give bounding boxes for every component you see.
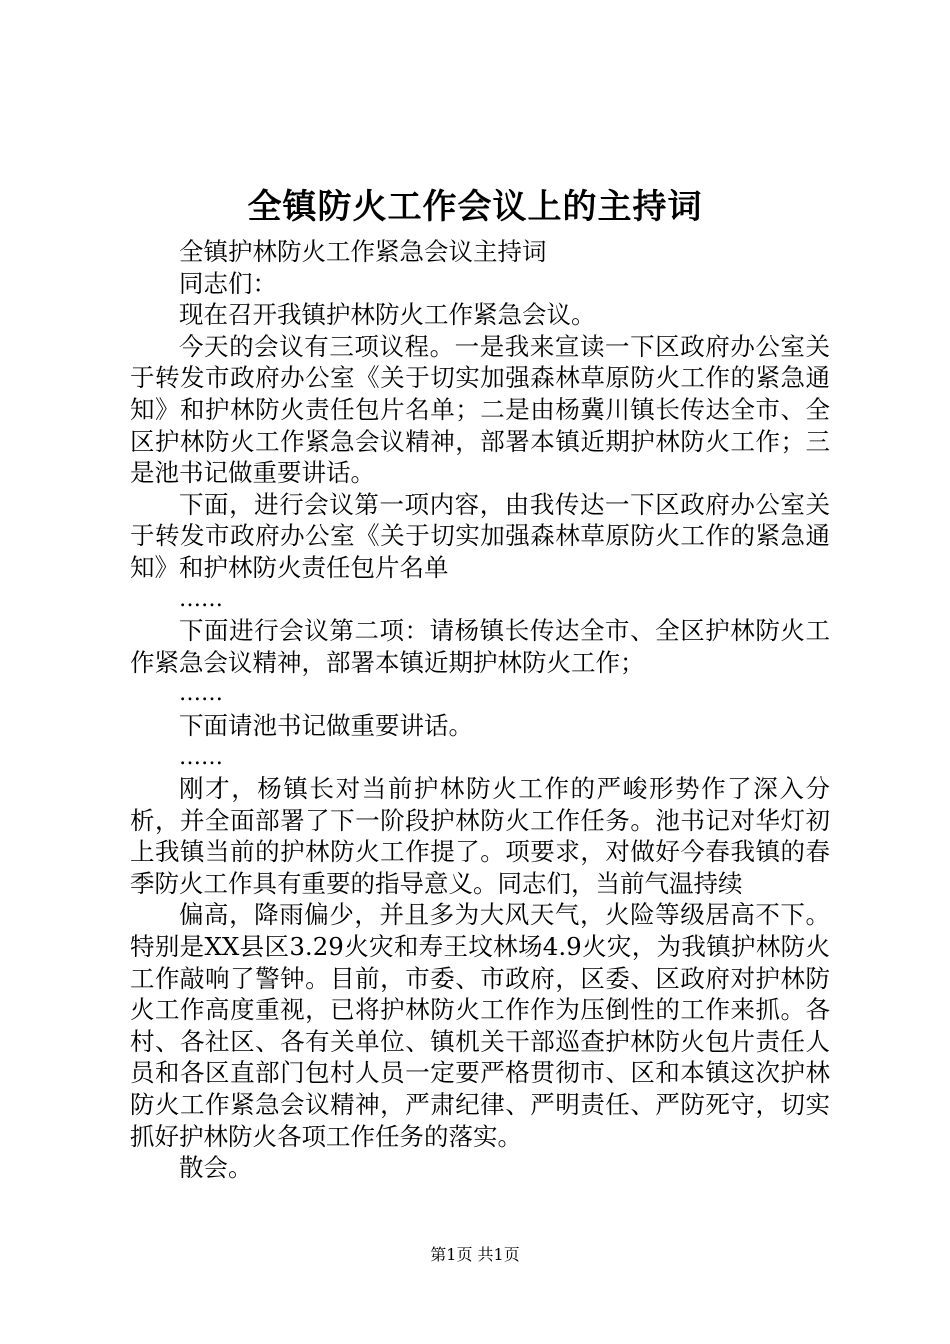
page-number-footer: 第1页 共1页 xyxy=(430,1245,520,1264)
paragraph-ellipsis: …… xyxy=(179,681,223,707)
paragraph-greeting: 同志们： xyxy=(179,268,277,298)
paragraph-ellipsis: …… xyxy=(179,586,223,612)
paragraph-situation: 偏高，降雨偏少，并且多为大风天气，火险等级居高不下。特别是XX县区3.29火灾和寿王坟林场4.9火灾，为我镇护林防火工作敲响了警钟。目前，市委、市政府，区委、区政府对护林防火工作高度重视，已将护林防火工作作为压倒性的工作来抓。各村、各社区、各有关单位、镇机关干部巡查护林防火包片责任人员和各区直部门包村人员一定要严格贯彻市、区和本镇这次护林防火工作紧急会议精神，严肃纪律、严明责任、严防死守，切实抓好护林防火各项工作任务的落实。 xyxy=(130,900,830,1151)
paragraph-ellipsis: …… xyxy=(179,744,223,770)
document-body xyxy=(130,236,830,1184)
paragraph-opening: 现在召开我镇护林防火工作紧急会议。 xyxy=(179,300,596,330)
paragraph-closing: 散会。 xyxy=(179,1153,253,1183)
document-title: 全镇防火工作会议上的主持词 xyxy=(247,187,703,227)
paragraph-summary: 刚才，杨镇长对当前护林防火工作的严峻形势作了深入分析，并全面部署了下一阶段护林防火工作任务。池书记对华灯初上我镇当前的护林防火工作提了。项要求，对做好今春我镇的春季防火工作具有重要的指导意义。同志们，当前气温持续 xyxy=(130,774,830,898)
paragraph-agenda: 今天的会议有三项议程。一是我来宣读一下区政府办公室关于转发市政府办公室《关于切实加强森林草原防火工作的紧急通知》和护林防火责任包片名单；二是由杨冀川镇长传达全市、全区护林防火工作紧急会议精神，部署本镇近期护林防火工作；三是池书记做重要讲话。 xyxy=(130,331,830,488)
paragraph-item-one: 下面，进行会议第一项内容，由我传达一下区政府办公室关于转发市政府办公室《关于切实加强森林草原防火工作的紧急通知》和护林防火责任包片名单 xyxy=(130,489,830,582)
paragraph-item-two: 下面进行会议第二项：请杨镇长传达全市、全区护林防火工作紧急会议精神，部署本镇近期护林防火工作； xyxy=(130,616,830,677)
paragraph-subtitle: 全镇护林防火工作紧急会议主持词 xyxy=(179,237,547,266)
paragraph-item-three: 下面请池书记做重要讲话。 xyxy=(179,710,473,740)
